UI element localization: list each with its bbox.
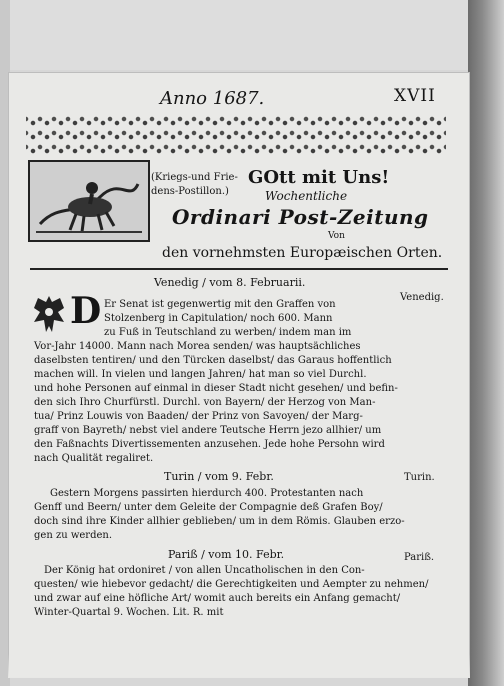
paper-title: Ordinari Post-Zeitung <box>172 205 429 229</box>
weekly-label: Wochentliche <box>265 189 348 203</box>
margin-note-turin: Turin. <box>404 472 435 483</box>
subtitle-line2: dens-Postillon.) <box>151 186 229 197</box>
subtitle-line1: (Kriegs-und Frie- <box>151 172 238 183</box>
text-line: Stolzenberg in Capitulation/ noch 600. Mann <box>104 313 333 324</box>
text-line: den Faßnachts Divertissementen anzusehen. Jede hohe Persohn wird <box>34 439 385 450</box>
header-rule <box>30 268 448 270</box>
places-line: den vornehmsten Europæischen Orten. <box>162 245 443 261</box>
dateline-paris: Pariß / vom 10. Febr. <box>168 548 285 561</box>
margin-note-venedig: Venedig. <box>400 292 444 303</box>
text-line: zu Fuß in Teutschland zu werben/ indem man im <box>104 327 352 338</box>
text-line: Winter-Quartal 9. Wochen. Lit. R. mit <box>34 607 224 618</box>
text-line: und hohe Personen auf einmal in dieser Stadt nicht gesehen/ und befin- <box>34 383 398 394</box>
text-line: den sich Ihro Churfürstl. Durchl. von Bayern/ der Herzog von Man- <box>34 397 376 408</box>
dropcap-letter: D <box>70 290 102 332</box>
text-line: daselbsten tentiren/ und den Türcken daselbst/ das Garaus hoffentlich <box>34 355 392 366</box>
woodcut-rider-image <box>28 160 150 242</box>
text-line: questen/ wie hiebevor gedacht/ die Gerechtigkeiten und Aempter zu nehmen/ <box>34 579 429 590</box>
scan-background <box>0 0 504 70</box>
motto: GOtt mit Uns! <box>248 167 390 188</box>
text-line: tua/ Prinz Louwis von Baaden/ der Prinz von Savoyen/ der Marg- <box>34 411 363 422</box>
issue-number: XVII <box>394 86 436 106</box>
year-line: Anno 1687. <box>160 88 265 109</box>
von-label: Von <box>328 231 345 241</box>
dateline-venedig: Venedig / vom 8. Februarii. <box>154 276 306 289</box>
text-line: Gestern Morgens passirten hierdurch 400. Protestanten nach <box>50 488 364 499</box>
text-line: doch sind ihre Kinder allhier geblieben/ um in dem Römis. Glauben erzo- <box>34 516 405 527</box>
text-line: graff von Bayreth/ nebst viel andere Teutsche Herrn jezo allhier/ um <box>34 425 382 436</box>
page-fade <box>8 654 470 678</box>
text-line: gen zu werden. <box>34 530 113 541</box>
text-line: Genff und Beern/ unter dem Geleite der Compagnie deß Grafen Boy/ <box>34 502 383 513</box>
ornament-border <box>26 112 446 158</box>
margin-note-paris: Pariß. <box>404 552 435 563</box>
text-line: nach Qualität regaliret. <box>34 453 154 464</box>
text-line: Vor-Jahr 14000. Mann nach Morea senden/ was hauptsächliches <box>34 341 361 352</box>
text-line: Er Senat ist gegenwertig mit den Graffen von <box>104 299 336 310</box>
text-line: und zwar auf eine höfliche Art/ womit auch bereits ein Anfang gemacht/ <box>34 593 401 604</box>
page-stack-edge <box>468 0 504 686</box>
eagle-emblem <box>30 292 68 336</box>
text-line: Der König hat ordoniret / von allen Uncatholischen in den Con- <box>44 565 365 576</box>
text-line: machen will. In vielen und langen Jahren/ hat man so viel Durchl. <box>34 369 367 380</box>
dateline-turin: Turin / vom 9. Febr. <box>164 470 274 483</box>
